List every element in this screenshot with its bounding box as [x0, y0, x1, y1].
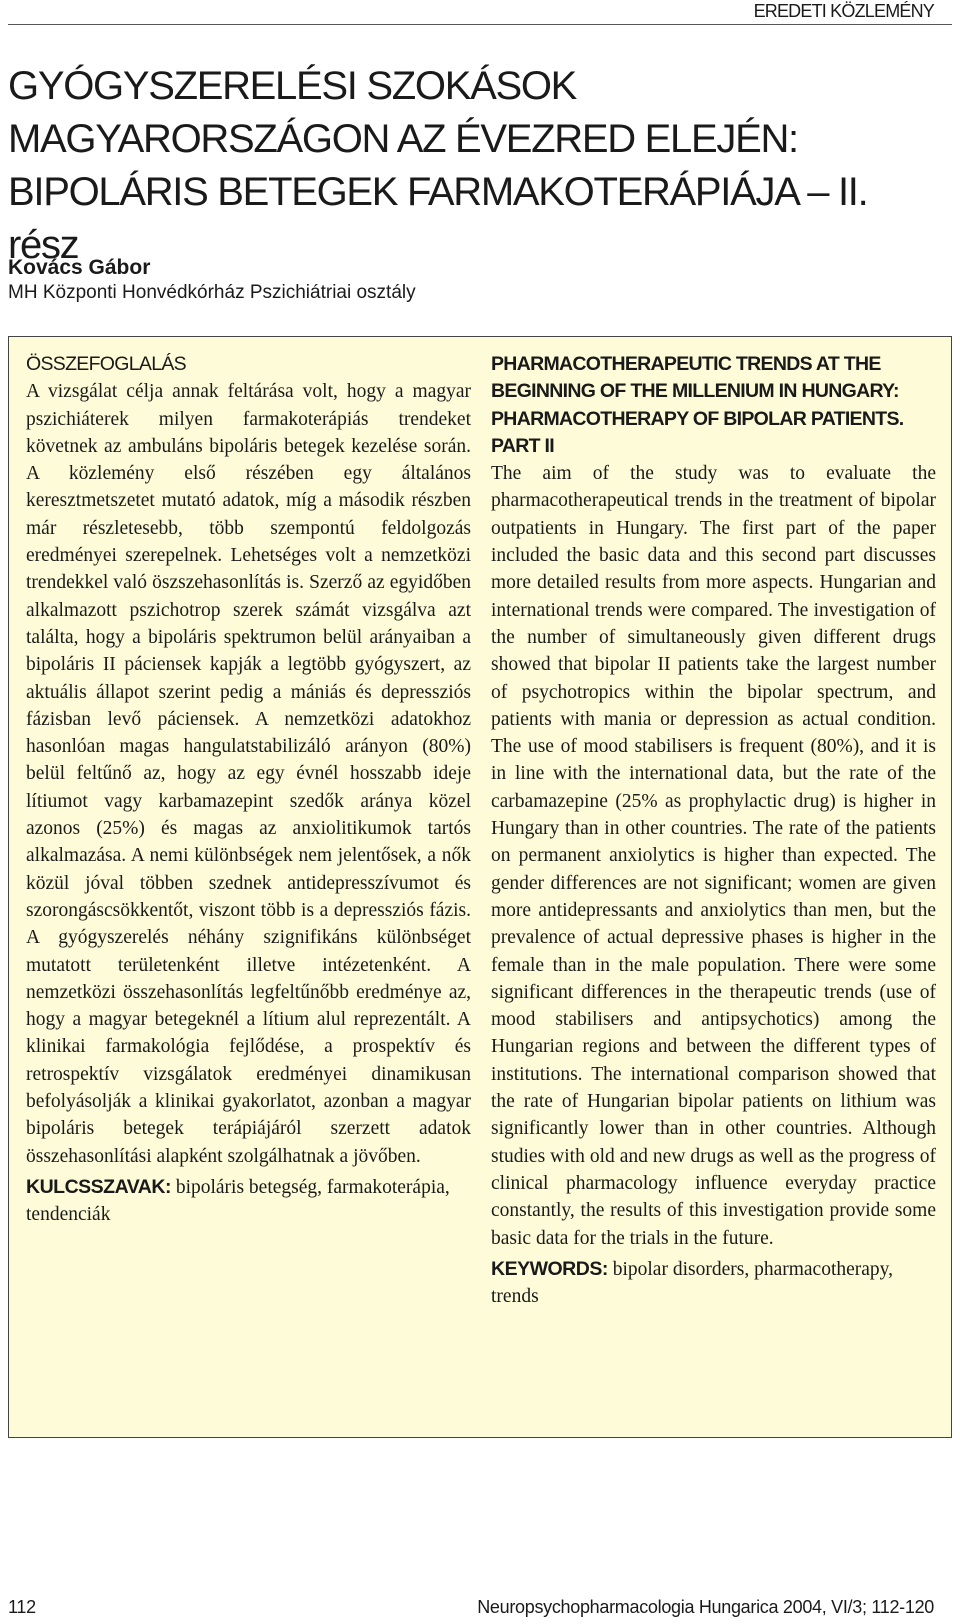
article-title: GYÓGYSZERELÉSI SZOKÁSOK MAGYARORSZÁGON AZ ÉVEZRED ELEJÉN: BIPOLÁRIS BETEGEK FARMAKOTERÁPIÁJA – II. rész [8, 64, 868, 267]
abstract-en-heading: PHARMACOTHERAPEUTIC TRENDS AT THE BEGINNING OF THE MILLENIUM IN HUNGARY: PHARMACOTHERAPY OF BIPOLAR PATIENTS. PART II [491, 353, 904, 457]
keywords-hu-text: bipoláris betegség, farmakoterápia, tendenciák [26, 1176, 450, 1226]
journal-citation: Neuropsychopharmacologia Hungarica 2004, VI/3; 112-120 [477, 1597, 934, 1617]
keywords-en [491, 1256, 936, 1311]
section-label: EREDETI KÖZLEMÉNY [753, 1, 934, 21]
abstract-hu-body: A vizsgálat célja annak feltárása volt, hogy a magyar pszichiáterek milyen farmakoterápiás trendeket követnek az ambuláns bipoláris betegek kezelése során. A közlemény első részében egy általános keresztmetszetet mutató adatok, míg a második részben már részletesebb, több szempontú feldolgozás eredményei szerepelnek. Lehetséges volt a nemzetközi trendekkel való öszszehasonlítás is. Szerző az egyidőben alkalmazott pszichotrop szerek számát vizsgálva azt találta, hogy a bipoláris spektrumon belül arányaiban a bipoláris II páciensek kapják a legtöbb gyógyszert, az aktuális állapot szerint pedig a mániás és depressziós fázisban levő páciensek. A nemzetközi adatokhoz hasonlóan magas hangulatstabilizáló arányon (80%) belül feltűnő az, hogy az egy évnél hosszabb ideje lítiumot vagy karbamazepint szedők aránya közel azonos (25%) és magas az anxiolitikumok tartós alkalmazása. A nemi különbségek nem jelentősek, a nők közül jóval többen szednek antidepresszívumot és szorongáscsökkentőt, viszont több is a depressziós fázis. A gyógyszerelés néhány szignifikáns különbséget mutatott területenként illetve intézetenként. A nemzetközi összehasonlítás legfeltűnőbb eredménye az, hogy a magyar betegeknél a lítium alul reprezentált. A klinikai farmakológia fejlődése, a prospektív és retrospektív vizsgálatok eredményei dinamikusan befolyásolják a klinikai gyakorlatot, azonban a magyar bipoláris betegek terápiájáról szerzett adatok összehasonlítási alapként szolgálhatnak a jövőben. [26, 381, 471, 1167]
author-affiliation: MH Központi Honvédkórház Pszichiátriai osztály [8, 282, 416, 303]
abstract-english [491, 351, 936, 1310]
keywords-hu [26, 1174, 471, 1229]
keywords-en-label: KEYWORDS: [491, 1257, 608, 1280]
page-number: 112 [8, 1597, 36, 1617]
abstract-hungarian [26, 351, 471, 1229]
abstract-hu-heading: ÖSSZEFOGLALÁS [26, 353, 186, 375]
header-rule [8, 24, 952, 25]
abstract-box [8, 336, 952, 1438]
author-name: Kovács Gábor [8, 256, 151, 279]
keywords-hu-label: KULCSSZAVAK: [26, 1175, 171, 1198]
abstract-en-body: The aim of the study was to evaluate the pharmacotherapeutical trends in the treatment of bipolar outpatients in Hungary. The first part of the paper included the basic data and this second part discusses more detailed results from more aspects. Hungarian and international trends were compared. The investigation of the number of simultaneously given different drugs showed that bipolar II patients take the largest number of psychotropics within the bipolar spectrum, and patients with mania or depression as actual condition. The use of mood stabilisers is frequent (80%), and it is in line with the international data, but the rate of the carbamazepine (25% as prophylactic drug) is higher in Hungary than in other countries. The rate of the patients on permanent anxiolytics is higher than expected. The gender differences are not significant; women are given more antidepressants and anxiolytics than men, but the prevalence of actual depressive phases is higher in the female than in the male population. There were some significant differences in the therapeutic trends (use of mood stabilisers and antipsychotics) among the Hungarian regions and between the different types of institutions. The international comparison showed that the rate of Hungarian bipolar patients on lithium was significantly lower than in other countries. Although studies with old and new drugs as well as the progress of clinical pharmacology influence everyday practice constantly, the results of this investigation provide some basic data for the trials in the future. [491, 463, 936, 1249]
keywords-en-text: bipolar disorders, pharmacotherapy, trends [491, 1258, 894, 1308]
